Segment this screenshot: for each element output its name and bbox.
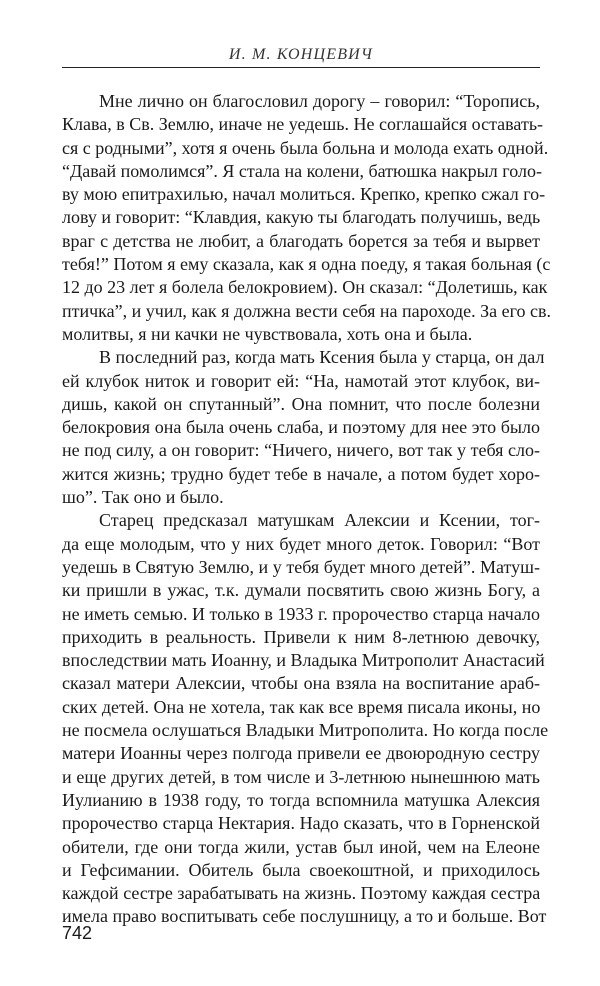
text-line: да еще молодым, что у них будет много деток. Говорил: “Вот [62,533,540,554]
text-line: враг с детства не любит, а благодать борется за тебя и вырвет [62,230,540,251]
text-line: матери Иоанны через полгода привели ее двоюродную сестру [62,743,540,764]
text-line: и Гефсимании. Обитель была своекоштной, и приходилось [62,859,540,880]
text-line: и еще других детей, в том числе и 3-летнюю нынешнюю мать [62,766,540,787]
text-line: не посмела ослушаться Владыки Митрополита. Но когда после [62,720,549,741]
text-line: не под силу, а он говорит: “Ничего, ничего, вот так у тебя сло- [62,440,540,461]
text-line: “Давай помолимся”. Я стала на колени, батюшка накрыл голо- [62,160,542,181]
text-line: жится жизнь; трудно будет тебе в начале, а потом будет хоро- [62,463,540,484]
text-line: обители, где они тогда жили, устав был иной, чем на Елеоне [62,836,540,857]
text-line: лову и говорит: “Клавдия, какую ты благодать получишь, ведь [62,207,541,228]
text-line: 12 до 23 лет я болела белокровием). Он сказал: “Долетишь, как [62,277,548,298]
text-line: имела право воспитывать себе послушницу, а то и больше. Вот [62,906,547,927]
text-line: белокровия она была очень слаба, и поэтому для нее это было [62,417,540,438]
text-line: уедешь в Святую Землю, и у тебя будет много детей”. Матуш- [62,556,540,577]
running-title: И. М. КОНЦЕВИЧ [228,46,374,63]
text-line: тебя!” Потом я ему сказала, как я одна поеду, я такая больная (с [62,254,551,275]
header-rule [62,67,540,68]
text-line: не иметь семью. И только в 1933 г. пророчество старца начало [62,603,540,624]
text-line: ей клубок ниток и говорит ей: “На, намотай этот клубок, ви- [62,370,540,391]
paragraph-3 [62,509,549,928]
text-line: Иулианию в 1938 году, то тогда вспомнила матушка Алексия [62,789,540,810]
text-line: шо”. Так оно и было. [62,487,224,508]
text-line: Мне лично он благословил дорогу – говорил: “Торопись, [99,91,540,111]
text-line: приходить в реальность. Привели к ним 8-летнюю девочку, [62,626,540,647]
text-line: Клава, в Св. Землю, иначе не уедешь. Не соглашайся оставать- [62,114,544,135]
paragraph-2 [62,346,545,509]
text-line: пророчество старца Нектария. Надо сказать, что в Горненской [62,813,540,834]
text-line: дишь, какой он спутанный”. Она помнит, что после болезни [62,393,540,414]
text-line: ки пришли в ужас, т.к. думали посвятить свою жизнь Богу, а [62,580,540,601]
text-line: птичка”, и учил, как я должна вести себя на пароходе. За его св. [62,300,552,321]
page-number: 742 [62,923,93,943]
body-text [62,90,552,929]
text-line: впоследствии мать Иоанну, и Владыка Митрополит Анастасий [62,650,545,671]
text-line: сказал матери Алексии, чтобы она взяла на воспитание араб- [62,673,540,694]
text-line: В последний раз, когда мать Ксения была у старца, он дал [99,347,545,368]
text-line: ся с родными”, хотя я очень была больна и молода ехать одной. [62,137,549,158]
text-line: каждой сестре зарабатывать на жизнь. Поэтому каждая сестра [62,883,541,904]
paragraph-1 [62,90,552,346]
text-line: ву мою епитрахилью, начал молиться. Крепко, крепко сжал го- [62,184,546,205]
text-line: Старец предсказал матушкам Алексии и Ксении, тог- [99,510,540,531]
text-line: молитвы, я ни качки не чувствовала, хоть она и была. [62,323,473,344]
text-line: ских детей. Она не хотела, так как все время писала иконы, но [62,696,541,717]
